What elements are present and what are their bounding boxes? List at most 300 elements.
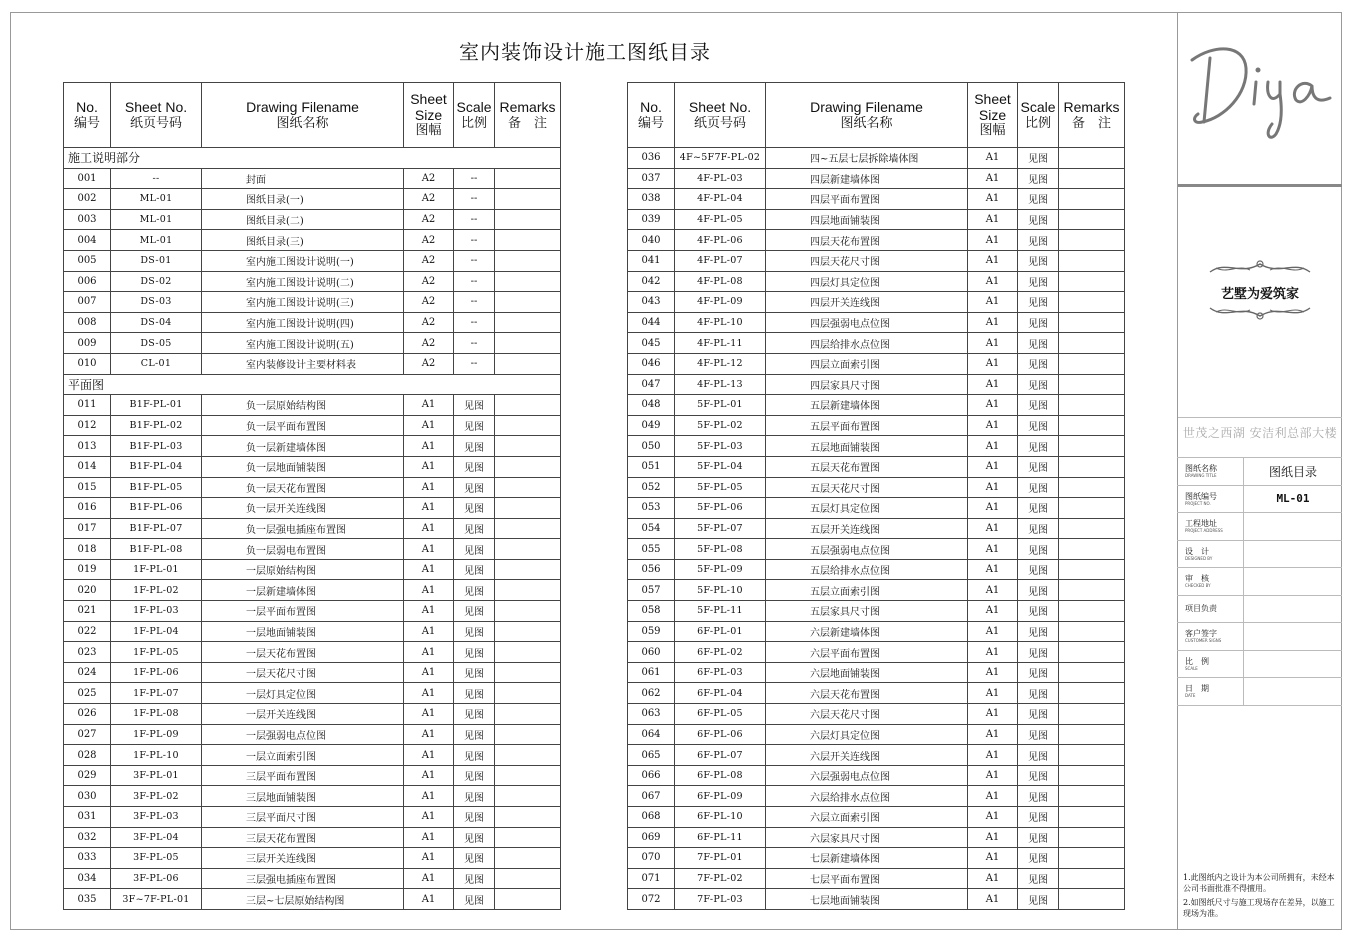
cell-remarks xyxy=(495,827,561,848)
cell-remarks xyxy=(1059,683,1125,704)
cell-filename: 五层灯具定位图 xyxy=(766,498,968,519)
cell-filename: 负一层原始结构图 xyxy=(202,395,404,416)
cell-scale: 见图 xyxy=(1018,189,1059,210)
table-row xyxy=(64,580,561,601)
cell-filename: 五层给排水点位图 xyxy=(766,559,968,580)
cell-sheet-size: A1 xyxy=(968,580,1018,601)
cell-scale: 见图 xyxy=(454,498,495,519)
cell-filename: 六层给排水点位图 xyxy=(766,786,968,807)
cell-filename: 负一层天花布置图 xyxy=(202,477,404,498)
table-row xyxy=(64,889,561,910)
cell-remarks xyxy=(495,724,561,745)
info-label-sub: CHECKED BY xyxy=(1185,583,1211,589)
cell-scale: -- xyxy=(454,333,495,354)
header-filename: Drawing Filename 图纸名称 xyxy=(202,83,404,148)
cell-sheet-no: -- xyxy=(111,168,202,189)
table-row xyxy=(628,642,1125,663)
info-row xyxy=(1177,485,1342,513)
cell-remarks xyxy=(495,539,561,560)
cell-no: 034 xyxy=(64,868,111,889)
cell-scale: -- xyxy=(454,230,495,251)
cell-remarks xyxy=(1059,415,1125,436)
cell-filename: 七层地面铺装图 xyxy=(766,889,968,910)
info-label-sub: DRAWING TITLE xyxy=(1185,473,1217,479)
cell-sheet-size: A1 xyxy=(968,415,1018,436)
cell-scale: 见图 xyxy=(1018,621,1059,642)
table-row xyxy=(64,683,561,704)
cell-remarks xyxy=(495,395,561,416)
cell-scale: 见图 xyxy=(454,724,495,745)
cell-no: 053 xyxy=(628,498,675,519)
info-label xyxy=(1177,568,1244,596)
cell-sheet-size: A1 xyxy=(968,868,1018,889)
cell-scale: 见图 xyxy=(1018,168,1059,189)
table-row xyxy=(64,601,561,622)
ornament-bottom-icon xyxy=(1206,302,1314,322)
cell-remarks xyxy=(495,807,561,828)
cell-sheet-no: 5F-PL-03 xyxy=(675,436,766,457)
cell-no: 037 xyxy=(628,168,675,189)
cell-scale: 见图 xyxy=(454,745,495,766)
cell-sheet-size: A1 xyxy=(968,374,1018,395)
cell-scale: 见图 xyxy=(454,395,495,416)
cell-filename: 一层强弱电点位图 xyxy=(202,724,404,745)
cell-no: 003 xyxy=(64,209,111,230)
cell-sheet-no: 3F-PL-03 xyxy=(111,807,202,828)
cell-scale: 见图 xyxy=(1018,807,1059,828)
cell-scale: 见图 xyxy=(454,786,495,807)
cell-scale: 见图 xyxy=(1018,312,1059,333)
cell-sheet-no: 6F-PL-06 xyxy=(675,724,766,745)
cell-remarks xyxy=(495,498,561,519)
info-label-sub: DESIGNED BY xyxy=(1185,555,1213,561)
cell-sheet-size: A1 xyxy=(968,601,1018,622)
cell-sheet-size: A1 xyxy=(968,353,1018,374)
cell-scale: 见图 xyxy=(1018,786,1059,807)
cell-sheet-size: A1 xyxy=(968,189,1018,210)
cell-remarks xyxy=(495,436,561,457)
cell-no: 052 xyxy=(628,477,675,498)
cell-sheet-size: A1 xyxy=(968,662,1018,683)
cell-no: 013 xyxy=(64,436,111,457)
info-label-text: 比 例 xyxy=(1185,656,1209,666)
cell-filename: 一层灯具定位图 xyxy=(202,683,404,704)
cell-remarks xyxy=(495,209,561,230)
cell-scale: 见图 xyxy=(454,827,495,848)
cell-no: 023 xyxy=(64,642,111,663)
cell-sheet-no: 3F-PL-06 xyxy=(111,868,202,889)
cell-sheet-size: A2 xyxy=(404,230,454,251)
info-label-text: 项目负责 xyxy=(1185,604,1217,614)
cell-filename: 四~五层七层拆除墙体图 xyxy=(766,148,968,169)
cell-remarks xyxy=(1059,601,1125,622)
cell-remarks xyxy=(495,518,561,539)
cell-filename: 三层平面布置图 xyxy=(202,765,404,786)
cell-sheet-no: B1F-PL-03 xyxy=(111,436,202,457)
cell-no: 056 xyxy=(628,559,675,580)
cell-sheet-no: 6F-PL-09 xyxy=(675,786,766,807)
cell-sheet-no: 3F-PL-05 xyxy=(111,848,202,869)
info-row xyxy=(1177,513,1342,541)
cell-sheet-no: 1F-PL-09 xyxy=(111,724,202,745)
cell-sheet-size: A1 xyxy=(404,889,454,910)
cell-scale: 见图 xyxy=(454,456,495,477)
cell-no: 066 xyxy=(628,765,675,786)
cell-sheet-no: ML-01 xyxy=(111,189,202,210)
cell-sheet-no: DS-03 xyxy=(111,292,202,313)
info-value xyxy=(1244,568,1343,596)
header-sheet-size: Sheet Size 图幅 xyxy=(404,83,454,148)
cell-filename: 一层原始结构图 xyxy=(202,559,404,580)
cell-sheet-no: 6F-PL-01 xyxy=(675,621,766,642)
table-row xyxy=(628,209,1125,230)
cell-sheet-no: 7F-PL-01 xyxy=(675,848,766,869)
cell-scale: 见图 xyxy=(1018,250,1059,271)
cell-scale: 见图 xyxy=(1018,539,1059,560)
cell-sheet-size: A1 xyxy=(404,662,454,683)
info-value xyxy=(1244,650,1343,678)
cell-remarks xyxy=(1059,621,1125,642)
cell-scale: 见图 xyxy=(1018,415,1059,436)
cell-filename: 三层平面尺寸图 xyxy=(202,807,404,828)
cell-sheet-no: B1F-PL-05 xyxy=(111,477,202,498)
cell-sheet-no: 1F-PL-06 xyxy=(111,662,202,683)
cell-filename: 负一层开关连线图 xyxy=(202,498,404,519)
info-value xyxy=(1244,678,1343,706)
cell-no: 048 xyxy=(628,395,675,416)
slogan-text: 艺墅为爱筑家 xyxy=(1220,287,1299,302)
cell-filename: 六层灯具定位图 xyxy=(766,724,968,745)
table-row xyxy=(64,395,561,416)
cell-scale: -- xyxy=(454,168,495,189)
cell-remarks xyxy=(1059,868,1125,889)
cell-remarks xyxy=(495,189,561,210)
cell-scale: 见图 xyxy=(454,868,495,889)
cell-filename: 一层天花布置图 xyxy=(202,642,404,663)
cell-sheet-size: A1 xyxy=(404,395,454,416)
cell-filename: 五层天花尺寸图 xyxy=(766,477,968,498)
cell-sheet-size: A2 xyxy=(404,312,454,333)
cell-sheet-size: A1 xyxy=(404,724,454,745)
info-value xyxy=(1244,513,1343,541)
cell-sheet-size: A1 xyxy=(968,436,1018,457)
info-row xyxy=(1177,458,1342,486)
logo-panel xyxy=(1178,12,1342,187)
cell-remarks xyxy=(1059,353,1125,374)
table-row xyxy=(64,498,561,519)
cell-filename: 七层新建墙体图 xyxy=(766,848,968,869)
cell-no: 047 xyxy=(628,374,675,395)
cell-no: 007 xyxy=(64,292,111,313)
cell-filename: 三层地面铺装图 xyxy=(202,786,404,807)
cell-no: 070 xyxy=(628,848,675,869)
cell-scale: 见图 xyxy=(1018,477,1059,498)
cell-sheet-size: A1 xyxy=(404,786,454,807)
table-row xyxy=(64,312,561,333)
cell-no: 045 xyxy=(628,333,675,354)
table-row xyxy=(64,230,561,251)
cell-no: 025 xyxy=(64,683,111,704)
table-row xyxy=(628,415,1125,436)
cell-no: 057 xyxy=(628,580,675,601)
cell-filename: 四层强弱电点位图 xyxy=(766,312,968,333)
cell-scale: -- xyxy=(454,209,495,230)
cell-no: 033 xyxy=(64,848,111,869)
cell-sheet-no: 6F-PL-07 xyxy=(675,745,766,766)
table-row xyxy=(628,353,1125,374)
cell-no: 050 xyxy=(628,436,675,457)
catalog-table-right xyxy=(627,82,1125,910)
cell-sheet-size: A1 xyxy=(968,271,1018,292)
info-label-sub: PROJECT NO. xyxy=(1185,500,1211,506)
cell-scale: 见图 xyxy=(454,642,495,663)
cell-sheet-size: A1 xyxy=(968,621,1018,642)
info-row xyxy=(1177,595,1342,623)
cell-scale: -- xyxy=(454,189,495,210)
cell-remarks xyxy=(495,786,561,807)
cell-sheet-size: A1 xyxy=(404,415,454,436)
cell-sheet-size: A2 xyxy=(404,168,454,189)
cell-filename: 四层灯具定位图 xyxy=(766,271,968,292)
cell-no: 002 xyxy=(64,189,111,210)
cell-sheet-size: A1 xyxy=(404,580,454,601)
cell-scale: 见图 xyxy=(454,580,495,601)
cell-scale: -- xyxy=(454,292,495,313)
cell-scale: 见图 xyxy=(1018,848,1059,869)
cell-filename: 负一层地面铺装图 xyxy=(202,456,404,477)
cell-filename: 室内施工图设计说明(五) xyxy=(202,333,404,354)
cell-filename: 一层平面布置图 xyxy=(202,601,404,622)
cell-no: 021 xyxy=(64,601,111,622)
cell-sheet-no: 1F-PL-07 xyxy=(111,683,202,704)
cell-no: 060 xyxy=(628,642,675,663)
cell-sheet-size: A1 xyxy=(968,539,1018,560)
cell-scale: 见图 xyxy=(1018,374,1059,395)
cell-no: 006 xyxy=(64,271,111,292)
cell-sheet-no: DS-04 xyxy=(111,312,202,333)
cell-scale: 见图 xyxy=(1018,518,1059,539)
table-row xyxy=(628,868,1125,889)
info-value xyxy=(1244,623,1343,651)
header-sheet-no: Sheet No. 纸页号码 xyxy=(111,83,202,148)
table-row xyxy=(64,765,561,786)
cell-sheet-size: A1 xyxy=(968,168,1018,189)
cell-sheet-size: A1 xyxy=(404,704,454,725)
section-row xyxy=(64,148,561,169)
cell-no: 059 xyxy=(628,621,675,642)
cell-no: 015 xyxy=(64,477,111,498)
cell-sheet-size: A1 xyxy=(968,518,1018,539)
cell-sheet-size: A2 xyxy=(404,333,454,354)
cell-sheet-size: A1 xyxy=(968,786,1018,807)
cell-sheet-size: A1 xyxy=(404,827,454,848)
cell-filename: 六层天花尺寸图 xyxy=(766,704,968,725)
section-title: 施工说明部分 xyxy=(64,148,561,169)
cell-scale: 见图 xyxy=(454,436,495,457)
cell-sheet-no: 5F-PL-09 xyxy=(675,559,766,580)
table-row xyxy=(64,456,561,477)
cell-filename: 三层~七层原始结构图 xyxy=(202,889,404,910)
cell-remarks xyxy=(495,662,561,683)
cell-sheet-size: A1 xyxy=(968,292,1018,313)
cell-remarks xyxy=(1059,230,1125,251)
cell-scale: 见图 xyxy=(1018,642,1059,663)
cell-sheet-no: 4F-PL-07 xyxy=(675,250,766,271)
table-row xyxy=(64,539,561,560)
cell-filename: 四层新建墙体图 xyxy=(766,168,968,189)
ornament-top-icon xyxy=(1206,258,1314,278)
cell-sheet-size: A1 xyxy=(404,745,454,766)
page-title: 室内装饰设计施工图纸目录 xyxy=(459,40,711,64)
cell-no: 065 xyxy=(628,745,675,766)
cell-no: 049 xyxy=(628,415,675,436)
info-label xyxy=(1177,458,1244,486)
table-row xyxy=(628,559,1125,580)
cell-scale: 见图 xyxy=(454,559,495,580)
cell-filename: 室内施工图设计说明(四) xyxy=(202,312,404,333)
cell-filename: 四层地面铺装图 xyxy=(766,209,968,230)
cell-no: 043 xyxy=(628,292,675,313)
title-block-info xyxy=(1177,457,1342,706)
cell-remarks xyxy=(1059,559,1125,580)
cell-remarks xyxy=(495,601,561,622)
cell-remarks xyxy=(1059,642,1125,663)
info-label-text: 日 期 xyxy=(1185,684,1209,694)
cell-remarks xyxy=(1059,271,1125,292)
cell-remarks xyxy=(495,868,561,889)
cell-sheet-no: B1F-PL-01 xyxy=(111,395,202,416)
cell-remarks xyxy=(495,230,561,251)
cell-sheet-size: A1 xyxy=(404,621,454,642)
cell-scale: 见图 xyxy=(1018,271,1059,292)
cell-sheet-size: A1 xyxy=(968,642,1018,663)
cell-filename: 四层家具尺寸图 xyxy=(766,374,968,395)
cell-remarks xyxy=(1059,374,1125,395)
cell-no: 005 xyxy=(64,250,111,271)
cell-sheet-size: A1 xyxy=(404,477,454,498)
cell-no: 027 xyxy=(64,724,111,745)
cell-sheet-size: A1 xyxy=(968,498,1018,519)
cell-sheet-no: 4F-PL-12 xyxy=(675,353,766,374)
cell-sheet-no: 7F-PL-03 xyxy=(675,889,766,910)
cell-remarks xyxy=(495,580,561,601)
header-scale: Scale 比例 xyxy=(1018,83,1059,148)
cell-sheet-size: A1 xyxy=(968,395,1018,416)
table-row xyxy=(628,621,1125,642)
cell-no: 061 xyxy=(628,662,675,683)
cell-sheet-no: 5F-PL-01 xyxy=(675,395,766,416)
cell-sheet-size: A1 xyxy=(404,765,454,786)
table-row xyxy=(628,168,1125,189)
cell-remarks xyxy=(1059,333,1125,354)
cell-scale: 见图 xyxy=(1018,724,1059,745)
table-row xyxy=(64,518,561,539)
cell-filename: 一层天花尺寸图 xyxy=(202,662,404,683)
cell-remarks xyxy=(1059,168,1125,189)
cell-no: 051 xyxy=(628,456,675,477)
table-row xyxy=(64,868,561,889)
cell-sheet-no: 6F-PL-04 xyxy=(675,683,766,704)
cell-sheet-no: 4F-PL-06 xyxy=(675,230,766,251)
info-label xyxy=(1177,540,1244,568)
table-row xyxy=(64,168,561,189)
table-header-row xyxy=(64,83,561,148)
cell-sheet-no: 1F-PL-10 xyxy=(111,745,202,766)
cell-no: 067 xyxy=(628,786,675,807)
cell-remarks xyxy=(495,704,561,725)
cell-scale: 见图 xyxy=(1018,745,1059,766)
cell-sheet-size: A2 xyxy=(404,292,454,313)
cell-filename: 三层天花布置图 xyxy=(202,827,404,848)
cell-no: 001 xyxy=(64,168,111,189)
cell-sheet-size: A1 xyxy=(968,230,1018,251)
cell-filename: 负一层新建墙体图 xyxy=(202,436,404,457)
table-row xyxy=(64,477,561,498)
cell-filename: 四层平面布置图 xyxy=(766,189,968,210)
cell-remarks xyxy=(495,745,561,766)
cell-sheet-no: 5F-PL-11 xyxy=(675,601,766,622)
info-label-text: 客户签字 xyxy=(1185,629,1217,639)
cell-remarks xyxy=(1059,704,1125,725)
cell-sheet-no: 6F-PL-10 xyxy=(675,807,766,828)
cell-remarks xyxy=(495,621,561,642)
table-row xyxy=(628,786,1125,807)
cell-scale: 见图 xyxy=(1018,148,1059,169)
cell-filename: 五层新建墙体图 xyxy=(766,395,968,416)
cell-remarks xyxy=(1059,250,1125,271)
cell-filename: 负一层弱电布置图 xyxy=(202,539,404,560)
cell-scale: 见图 xyxy=(454,662,495,683)
cell-filename: 一层开关连线图 xyxy=(202,704,404,725)
table-header-row xyxy=(628,83,1125,148)
cell-no: 072 xyxy=(628,889,675,910)
catalog-table-left xyxy=(63,82,561,910)
cell-remarks xyxy=(1059,827,1125,848)
table-row xyxy=(64,827,561,848)
table-row xyxy=(628,889,1125,910)
cell-sheet-no: 4F-PL-05 xyxy=(675,209,766,230)
table-row xyxy=(64,704,561,725)
table-row xyxy=(628,704,1125,725)
cell-sheet-no: B1F-PL-02 xyxy=(111,415,202,436)
cell-sheet-no: DS-02 xyxy=(111,271,202,292)
cell-sheet-no: 6F-PL-02 xyxy=(675,642,766,663)
cell-remarks xyxy=(1059,312,1125,333)
cell-scale: 见图 xyxy=(454,807,495,828)
cell-scale: 见图 xyxy=(1018,292,1059,313)
cell-scale: 见图 xyxy=(1018,456,1059,477)
table-row xyxy=(64,559,561,580)
cell-sheet-size: A1 xyxy=(968,333,1018,354)
table-row xyxy=(64,353,561,374)
cell-filename: 图纸目录(二) xyxy=(202,209,404,230)
info-label-text: 审 核 xyxy=(1185,574,1209,584)
table-row xyxy=(628,230,1125,251)
info-label-sub: SCALE xyxy=(1185,665,1198,671)
cell-no: 008 xyxy=(64,312,111,333)
cell-sheet-size: A1 xyxy=(404,868,454,889)
cell-no: 054 xyxy=(628,518,675,539)
cell-filename: 六层新建墙体图 xyxy=(766,621,968,642)
cell-filename: 七层平面布置图 xyxy=(766,868,968,889)
cell-sheet-size: A1 xyxy=(968,477,1018,498)
cell-filename: 一层立面索引图 xyxy=(202,745,404,766)
cell-sheet-no: 4F-PL-13 xyxy=(675,374,766,395)
cell-no: 071 xyxy=(628,868,675,889)
cell-sheet-no: CL-01 xyxy=(111,353,202,374)
info-label xyxy=(1177,513,1244,541)
cell-no: 024 xyxy=(64,662,111,683)
